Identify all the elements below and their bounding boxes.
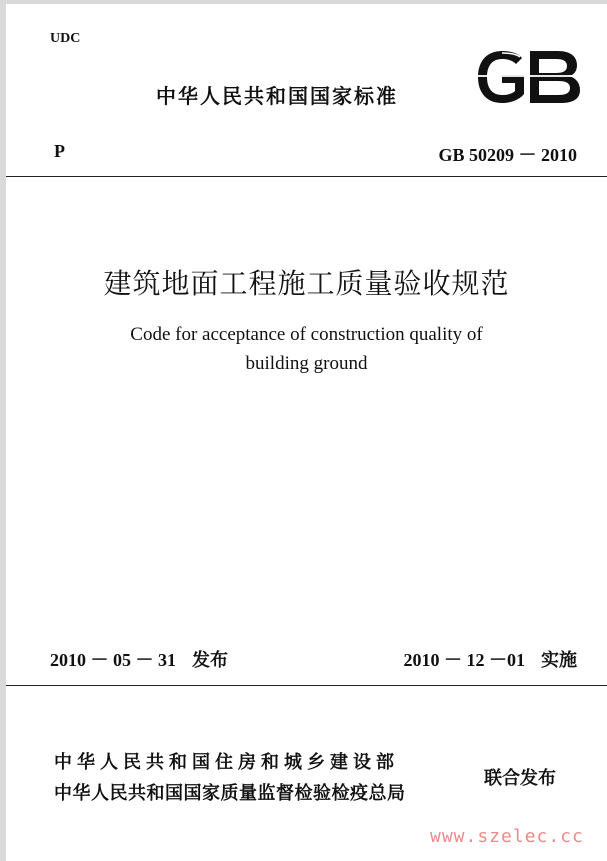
bottom-divider <box>6 685 607 686</box>
implement-date: 2010 － 12 －01 <box>403 650 525 670</box>
issuer-aqsiq: 中华人民共和国国家质量监督检验检疫总局 <box>54 783 406 804</box>
issuer-ministry-housing: 中华人民共和国住房和城乡建设部 <box>54 752 399 773</box>
udc-label: UDC <box>50 31 81 46</box>
issue-date: 2010 － 05 － 31 <box>50 650 176 670</box>
site-watermark: www.szelec.cc <box>430 826 584 847</box>
implement-date-block <box>404 646 578 672</box>
implement-label: 实施 <box>541 650 577 671</box>
title-english-line1: Code for acceptance of construction quality of <box>130 324 483 345</box>
title-english <box>6 320 607 378</box>
title-chinese: 建筑地面工程施工质量验收规范 <box>103 267 510 300</box>
classification-code: P <box>54 141 65 161</box>
gb-logo-icon <box>474 48 582 106</box>
national-standard-heading: 中华人民共和国国家标准 <box>156 84 398 108</box>
standard-number: GB 50209 － 2010 <box>438 145 577 165</box>
top-divider <box>6 176 607 177</box>
issue-date-block <box>50 646 228 672</box>
joint-issue-label: 联合发布 <box>484 768 556 789</box>
title-english-line2: building ground <box>245 353 368 374</box>
issue-label: 发布 <box>192 650 228 671</box>
